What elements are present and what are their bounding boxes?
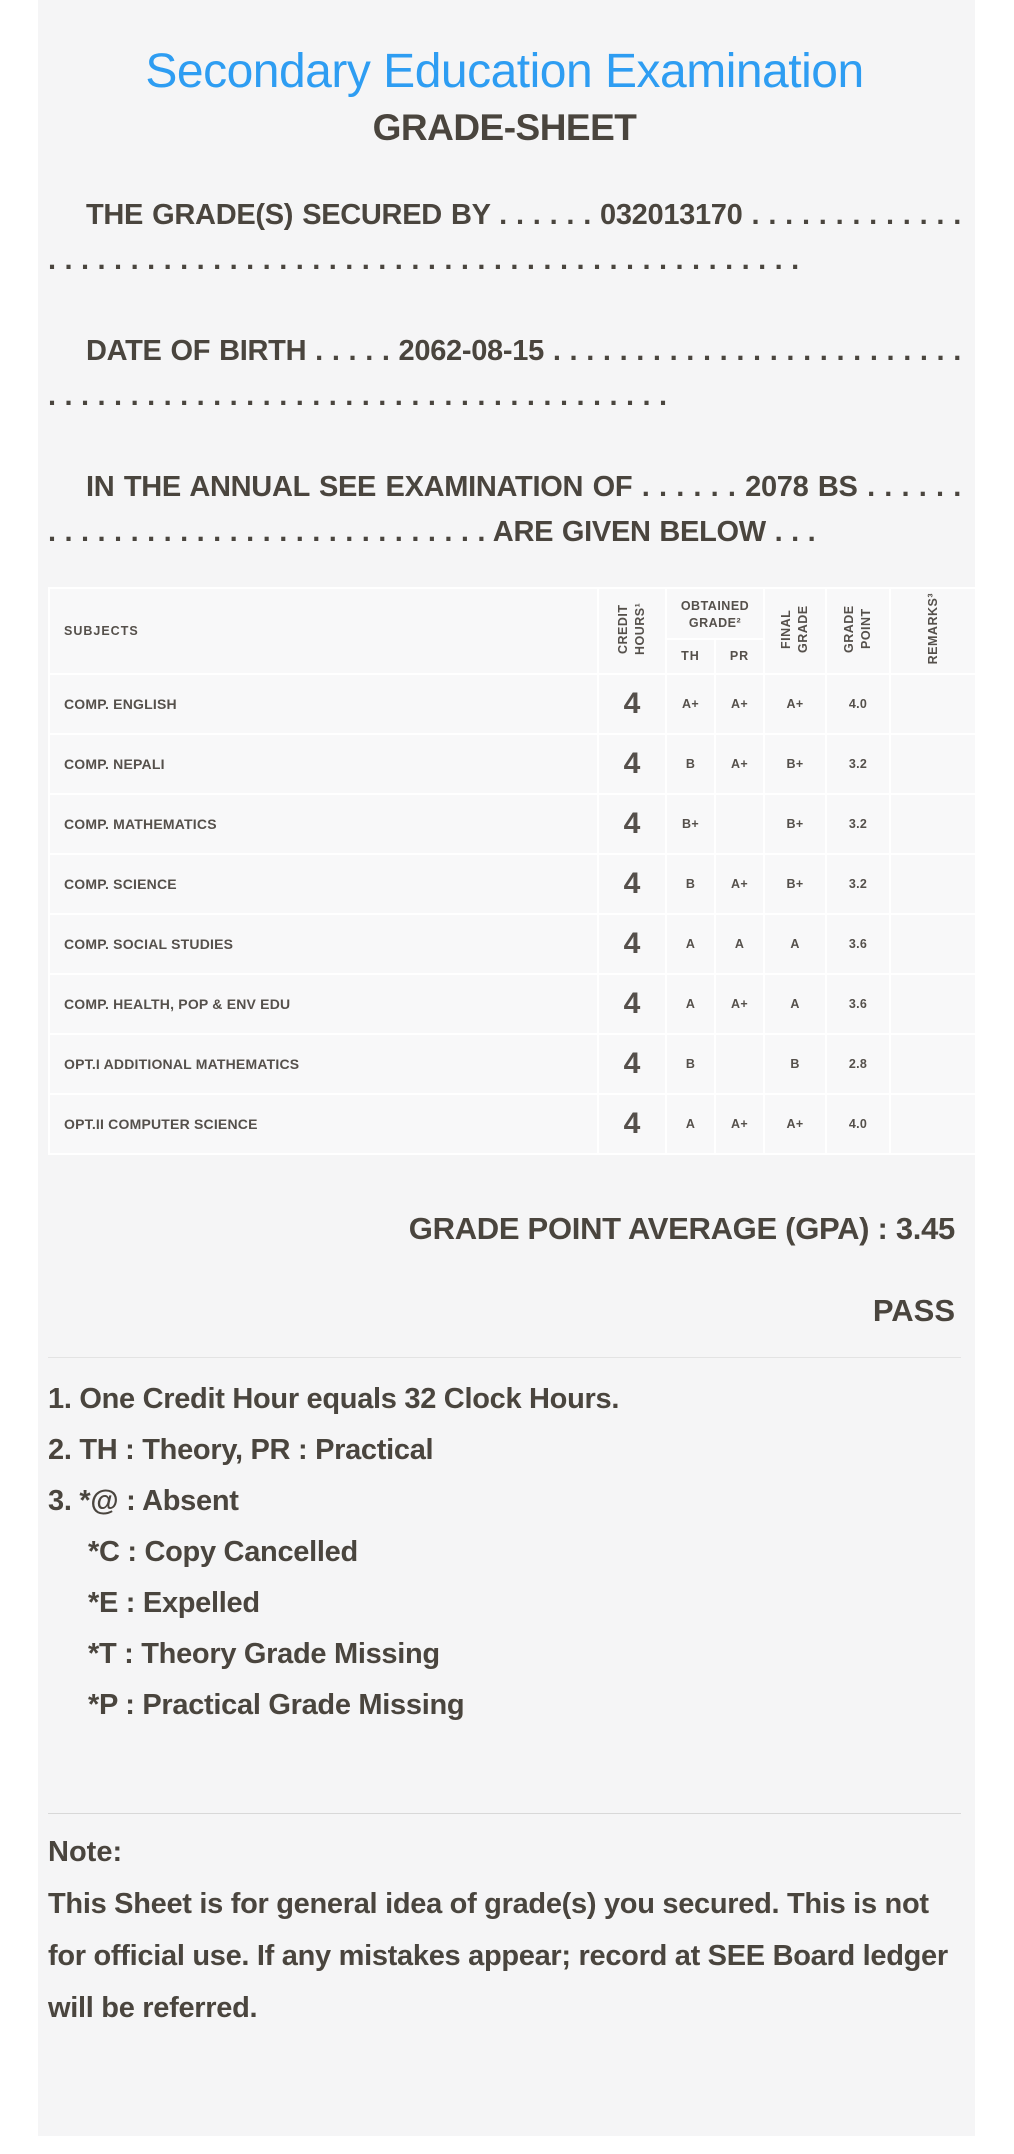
- grade-point-cell: 3.6: [827, 975, 889, 1033]
- remarks-cell: [891, 735, 975, 793]
- grade-point-cell: 2.8: [827, 1035, 889, 1093]
- footnote-th-pr: 2. TH : Theory, PR : Practical: [48, 1433, 434, 1466]
- grade-point-cell: 4.0: [827, 675, 889, 733]
- grade-point-cell: 4.0: [827, 1095, 889, 1153]
- remarks-cell: [891, 1035, 975, 1093]
- theory-grade-cell: B+: [667, 795, 714, 853]
- practical-grade-cell: A: [716, 915, 763, 973]
- theory-grade-cell: B: [667, 855, 714, 913]
- exam-year-line: IN THE ANNUAL SEE EXAMINATION OF . . . . . . 2078 BS . . . . . . . . . . . . . . . . . . . . . . . . . . . . . . . . . ARE GIVEN BELOW . . .: [48, 470, 961, 548]
- final-grade-cell: B+: [765, 735, 825, 793]
- sheet-title: GRADE-SHEET: [372, 107, 637, 148]
- subject-cell: COMP. MATHEMATICS: [50, 795, 597, 853]
- grade-point-rotated-label: GRADE POINT: [842, 605, 874, 653]
- subject-cell: COMP. ENGLISH: [50, 675, 597, 733]
- grades-secured-line: THE GRADE(S) SECURED BY . . . . . . 032013170 . . . . . . . . . . . . . . . . . . . . . . . . . . . . . . . . . . . . . . . . . . . . . . . . . . . . . . . . . . .: [48, 199, 961, 276]
- table-row: [50, 735, 975, 793]
- final-grade-cell: A+: [765, 1095, 825, 1153]
- grades-table-header: [50, 589, 975, 673]
- col-header-remarks: [891, 589, 975, 673]
- grade-point-cell: 3.2: [827, 795, 889, 853]
- credit-hours-cell: 4: [599, 1095, 665, 1153]
- subject-cell: COMP. HEALTH, POP & ENV EDU: [50, 975, 597, 1033]
- footnote-copy-cancelled: *C : Copy Cancelled: [88, 1535, 358, 1568]
- remarks-cell: [891, 675, 975, 733]
- theory-grade-cell: A: [667, 975, 714, 1033]
- final-grade-rotated-label: FINAL GRADE: [779, 605, 811, 653]
- subject-cell: COMP. NEPALI: [50, 735, 597, 793]
- col-header-pr: PR: [716, 640, 763, 673]
- final-grade-cell: A: [765, 915, 825, 973]
- credit-hours-cell: 4: [599, 1035, 665, 1093]
- final-grade-cell: B+: [765, 855, 825, 913]
- footnote-expelled: *E : Expelled: [88, 1586, 260, 1619]
- remarks-rotated-label: REMARKS³: [925, 593, 940, 665]
- subject-cell: OPT.I ADDITIONAL MATHEMATICS: [50, 1035, 597, 1093]
- credit-hours-cell: 4: [599, 795, 665, 853]
- final-grade-cell: B+: [765, 795, 825, 853]
- final-grade-cell: B: [765, 1035, 825, 1093]
- credit-hours-rotated-label: CREDIT HOURS¹: [616, 602, 647, 656]
- grades-table: [48, 587, 977, 1155]
- final-grade-cell: A: [765, 975, 825, 1033]
- theory-grade-cell: A+: [667, 675, 714, 733]
- grade-point-cell: 3.6: [827, 915, 889, 973]
- practical-grade-cell: A+: [716, 855, 763, 913]
- practical-grade-cell: A+: [716, 1095, 763, 1153]
- practical-grade-cell: A+: [716, 735, 763, 793]
- col-header-credit-hours: [599, 589, 665, 673]
- table-row: [50, 915, 975, 973]
- theory-grade-cell: B: [667, 735, 714, 793]
- col-header-subjects: SUBJECTS: [50, 589, 597, 673]
- note-body: This Sheet is for general idea of grade(s) you secured. This is not for official use. If any mistakes appear; record at SEE Board ledger will be referred.: [48, 1887, 948, 2024]
- subject-cell: OPT.II COMPUTER SCIENCE: [50, 1095, 597, 1153]
- grade-point-cell: 3.2: [827, 855, 889, 913]
- grade-sheet-panel: [38, 0, 975, 2136]
- gpa-value: 3.45: [895, 1210, 955, 1246]
- footnotes: [48, 1358, 961, 1731]
- table-row: [50, 1095, 975, 1153]
- credit-hours-cell: 4: [599, 735, 665, 793]
- col-header-final-grade: [765, 589, 825, 673]
- result-status: PASS: [48, 1293, 961, 1358]
- date-of-birth-line: DATE OF BIRTH . . . . . 2062-08-15 . . . . . . . . . . . . . . . . . . . . . . . . . . . . . . . . . . . . . . . . . . . . . . . . . . . . . . . . . . . . . . .: [48, 334, 961, 412]
- remarks-cell: [891, 915, 975, 973]
- col-header-obtained-grade: OBTAINED GRADE²: [667, 589, 763, 638]
- col-header-th: TH: [667, 640, 714, 673]
- practical-grade-cell: A+: [716, 675, 763, 733]
- credit-hours-cell: 4: [599, 855, 665, 913]
- subject-cell: COMP. SOCIAL STUDIES: [50, 915, 597, 973]
- remarks-cell: [891, 795, 975, 853]
- practical-grade-cell: [716, 1035, 763, 1093]
- credit-hours-cell: 4: [599, 675, 665, 733]
- theory-grade-cell: A: [667, 1095, 714, 1153]
- table-row: [50, 795, 975, 853]
- grade-sheet-content: [38, 0, 975, 2034]
- remarks-cell: [891, 975, 975, 1033]
- grades-table-body: [50, 675, 975, 1153]
- grade-point-cell: 3.2: [827, 735, 889, 793]
- credit-hours-cell: 4: [599, 915, 665, 973]
- final-grade-cell: A+: [765, 675, 825, 733]
- col-header-grade-point: [827, 589, 889, 673]
- table-row: [50, 855, 975, 913]
- practical-grade-cell: A+: [716, 975, 763, 1033]
- note-divider: [48, 1813, 961, 1814]
- theory-grade-cell: A: [667, 915, 714, 973]
- gpa-line: [48, 1211, 961, 1247]
- footnote-credit-hour: 1. One Credit Hour equals 32 Clock Hours.: [48, 1382, 620, 1415]
- subject-cell: COMP. SCIENCE: [50, 855, 597, 913]
- remarks-cell: [891, 855, 975, 913]
- remarks-cell: [891, 1095, 975, 1153]
- table-row: [50, 975, 975, 1033]
- footnote-practical-missing: *P : Practical Grade Missing: [88, 1688, 465, 1721]
- footnote-absent: 3. *@ : Absent: [48, 1484, 239, 1517]
- gpa-label: GRADE POINT AVERAGE (GPA) :: [408, 1210, 888, 1246]
- table-row: [50, 675, 975, 733]
- table-row: [50, 1035, 975, 1093]
- footnote-theory-missing: *T : Theory Grade Missing: [88, 1637, 440, 1670]
- theory-grade-cell: B: [667, 1035, 714, 1093]
- practical-grade-cell: [716, 795, 763, 853]
- note-heading: Note:: [48, 1835, 123, 1868]
- credit-hours-cell: 4: [599, 975, 665, 1033]
- exam-title: Secondary Education Examination: [145, 45, 864, 98]
